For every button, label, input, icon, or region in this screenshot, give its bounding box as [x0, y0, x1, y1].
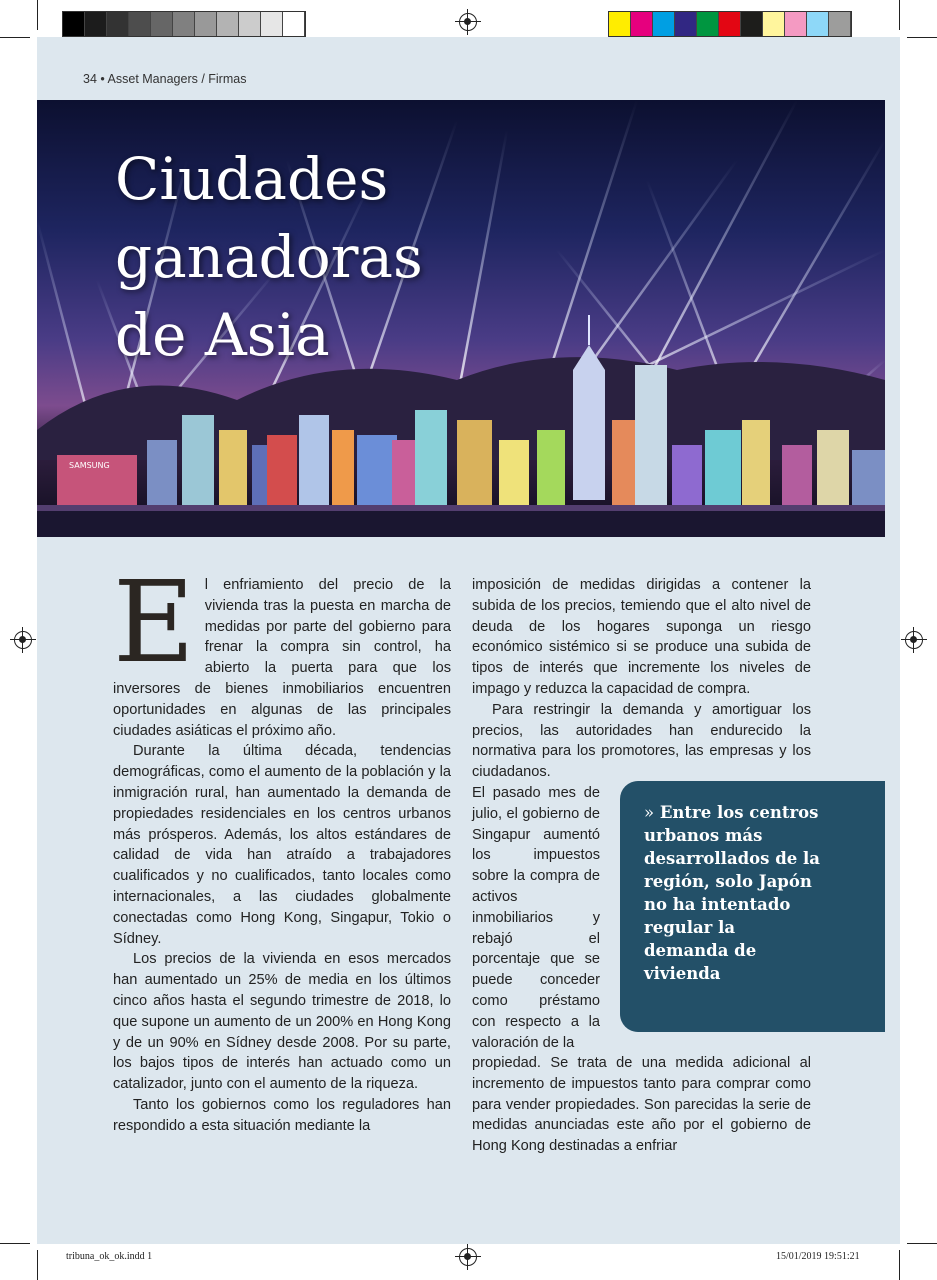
color-swatch — [653, 12, 675, 36]
billboard-text: SAMSUNG — [69, 461, 110, 470]
pull-quote-text: Entre los centros urbanos más desarrollados de la región, solo Japón no ha intentado regular la demanda de vivienda — [644, 803, 820, 983]
paragraph: Para restringir la demanda y amortiguar los precios, las autoridades han endurecido la normativa para los promotores, las empresas y los ciudadanos. — [472, 701, 811, 781]
crop-mark — [37, 1250, 38, 1280]
color-swatch — [609, 12, 631, 36]
paragraph: Los precios de la vivienda en esos mercados han aumentado un 25% de media en los últimos cinco años hasta el segundo trimestre de 2018, lo que supone un aumento de un 200% en Hong Kong y de un 90% en Sídney desde 2008. Por su parte, los bajos tipos de interés han actuado como un catalizador, junto con el aumento de la riqueza. — [113, 951, 451, 1093]
article-title — [115, 140, 423, 374]
hero-image — [37, 100, 885, 537]
running-head: 34 • Asset Managers / Firmas — [83, 72, 247, 86]
color-swatch — [785, 12, 807, 36]
right-column-narrow — [472, 783, 600, 1053]
paragraph: El pasado mes de julio, el gobierno de Singapur aumentó los impuestos sobre la compra de activos inmobiliarios y rebajó el porcentaje que se puede conceder como préstamo con respecto a la valoración de la — [472, 785, 600, 1051]
color-swatch — [631, 12, 653, 36]
drop-cap: E — [113, 558, 195, 688]
color-swatch — [719, 12, 741, 36]
paragraph: l enfriamiento del precio de la vivienda tras la puesta en marcha de medidas por parte del gobierno para frenar la compra sin control, ha abierto la puerta para que los inversores de bienes inmobiliarios encuentren oportunidades en algunas de las principales ciudades asiáticas el próximo año. — [113, 577, 451, 739]
paragraph: imposición de medidas dirigidas a contener la subida de los precios, temiendo que el alto nivel de deuda de los hogares suponga un riesgo económico sistémico si se produce una subida de tipos de interés que incremente los niveles de impago y reduzca la capacidad de compra. — [472, 577, 811, 697]
pull-quote-box — [620, 781, 885, 1032]
color-swatch — [129, 12, 151, 36]
water-reflection — [37, 505, 885, 511]
color-swatch — [239, 12, 261, 36]
title-line: ganadoras — [115, 223, 423, 291]
color-swatch — [675, 12, 697, 36]
color-swatch — [283, 12, 305, 36]
color-swatch — [741, 12, 763, 36]
registration-mark-icon — [905, 631, 923, 649]
color-swatch — [107, 12, 129, 36]
color-swatch — [173, 12, 195, 36]
cmyk-color-bar — [608, 11, 852, 37]
color-swatch — [217, 12, 239, 36]
registration-mark-icon — [459, 13, 477, 31]
color-swatch — [829, 12, 851, 36]
gray-color-bar — [62, 11, 306, 37]
right-column-bottom — [472, 1053, 811, 1157]
color-swatch — [763, 12, 785, 36]
crop-mark — [907, 37, 937, 38]
crop-mark — [0, 37, 30, 38]
left-column — [113, 558, 451, 1137]
slug-filename: tribuna_ok_ok.indd 1 — [66, 1251, 153, 1262]
crop-mark — [37, 0, 38, 30]
crop-mark — [907, 1243, 937, 1244]
registration-mark-icon — [459, 1248, 477, 1266]
slug-timestamp: 15/01/2019 19:51:21 — [776, 1251, 860, 1262]
paragraph: propiedad. Se trata de una medida adicional al incremento de impuestos tanto para comprar como para vender propiedades. Son parecidas la serie de medidas anunciadas este año por el gobierno de Hong Kong destinadas a enfriar — [472, 1055, 811, 1155]
color-swatch — [63, 12, 85, 36]
registration-mark-icon — [14, 631, 32, 649]
color-swatch — [85, 12, 107, 36]
color-swatch — [697, 12, 719, 36]
color-swatch — [151, 12, 173, 36]
title-line: de Asia — [115, 301, 330, 369]
crop-mark — [0, 1243, 30, 1244]
color-swatch — [807, 12, 829, 36]
pull-quote — [644, 801, 824, 985]
paragraph: Tanto los gobiernos como los reguladores han respondido a esta situación mediante la — [113, 1096, 451, 1134]
quote-marker-icon: » — [644, 803, 655, 822]
color-swatch — [261, 12, 283, 36]
right-column-top — [472, 575, 811, 783]
title-line: Ciudades — [115, 145, 389, 213]
paragraph: Durante la última década, tendencias demográficas, como el aumento de la población y la inmigración rural, han aumentado la demanda de propiedades residenciales en los centros urbanos más prósperos. Además, los altos estándares de calidad de vida han atraído a trabajadores cualificados y no cualificados, tanto locales como internacionales, a las ciudades globalmente conectadas como Hong Kong, Singapur, Tokio o Sídney. — [113, 743, 451, 947]
color-swatch — [195, 12, 217, 36]
crop-mark — [899, 0, 900, 30]
crop-mark — [899, 1250, 900, 1280]
